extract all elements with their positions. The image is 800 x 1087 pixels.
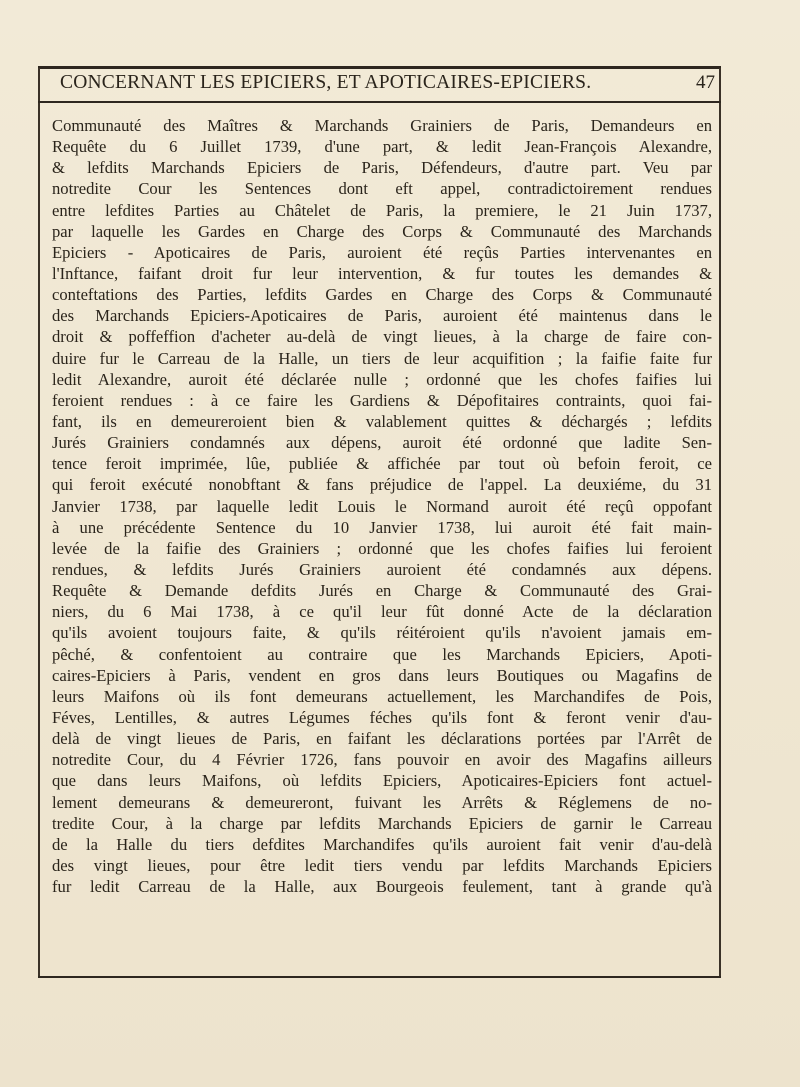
text-line: tredite Cour, à la charge par lefdits Marchands Epiciers de garnir le Carreau [52,813,712,833]
text-line: droit & poffeffion d'acheter au-delà de vingt lieues, à la charge de faire con- [52,327,712,347]
text-line: feroient rendues : à ce faire les Gardiens & Dépofitaires contraints, quoi fai- [52,390,712,410]
text-line: Communauté des Maîtres & Marchands Grainiers de Paris, Demandeurs en [52,116,712,135]
right-border-rule [719,68,721,976]
bottom-border-rule [38,976,721,978]
text-line: conteftations des Parties, lefdits Gardes en Charge des Corps & Communauté [52,285,712,305]
text-line: notredite Cour, du 4 Février 1726, fans pouvoir en avoir des Magafins ailleurs [52,750,712,770]
text-line: Requête du 6 Juillet 1739, d'une part, & ledit Jean-François Alexandre, [52,137,712,157]
text-line: qui feroit exécuté nonobftant & fans préjudice de l'appel. La deuxiéme, du 31 [52,475,712,495]
text-line: entre lefdites Parties au Châtelet de Paris, la premiere, le 21 Juin 1737, [52,200,712,220]
text-line: notredite Cour les Sentences dont eft appel, contradictoirement rendues [52,179,712,199]
text-line: que dans leurs Maifons, où lefdits Epiciers, Apoticaires-Epiciers font actuel- [52,771,712,791]
text-line: niers, du 6 Mai 1738, à ce qu'il leur fût donné Acte de la déclaration [52,602,712,622]
text-line: Requête & Demande defdits Jurés en Charge & Communauté des Grai- [52,581,712,601]
text-line: qu'ils avoient toujours faite, & qu'ils réitéroient qu'ils n'avoient jamais em- [52,623,712,643]
text-line: fur ledit Carreau de la Halle, aux Bourgeois feulement, tant à grande qu'à [52,877,712,897]
text-line: Jurés Grainiers condamnés aux dépens, auroit été ordonné que ladite Sen- [52,433,712,453]
running-head: CONCERNANT LES EPICIERS, ET APOTICAIRES-EPICIERS. [60,72,592,93]
text-line: delà de vingt lieues de Paris, en faifant les déclarations portées par l'Arrêt de [52,729,712,749]
page-number: 47 [696,72,715,93]
text-line: tence feroit imprimée, lûe, publiée & affichée par tout où befoin feroit, ce [52,454,712,474]
body-text [52,115,712,897]
text-line: ledit Alexandre, auroit été déclarée nulle ; ordonné que les chofes faifies lui [52,369,712,389]
text-line: rendues, & lefdits Jurés Grainiers auroient été condamnés aux dépens. [52,559,712,579]
text-line: & lefdits Marchands Epiciers de Paris, Défendeurs, d'autre part. Veu par [52,158,712,178]
text-line: des vingt lieues, pour être ledit tiers vendu par lefdits Marchands Epiciers [52,855,712,875]
text-line: pêché, & confentoient au contraire que les Marchands Epiciers, Apoti- [52,644,712,664]
text-line: l'Inftance, faifant droit fur leur intervention, & fur toutes les demandes & [52,263,712,283]
text-line: par laquelle les Gardes en Charge des Corps & Communauté des Marchands [52,221,712,241]
page-header [60,72,715,100]
text-line: caires-Epiciers à Paris, vendent en gros dans leurs Boutiques ou Magafins de [52,665,712,685]
text-line: levée de la faifie des Grainiers ; ordonné que les chofes faifies lui feroient [52,538,712,558]
text-line: fant, ils en demeureroient bien & valablement quittes & déchargés ; lefdits [52,411,712,431]
header-separator-rule [38,101,721,103]
text-line: Janvier 1738, par laquelle ledit Louis le Normand auroit été reçû oppofant [52,496,712,516]
text-line: à une précédente Sentence du 10 Janvier 1738, lui auroit été fait main- [52,517,712,537]
left-border-rule [38,68,40,976]
text-line: duire fur le Carreau de la Halle, un tiers de leur acquifition ; la faifie faite fur [52,348,712,368]
text-line: des Marchands Epiciers-Apoticaires de Paris, auroient été maintenus dans le [52,306,712,326]
top-border-rule [38,66,721,69]
text-line: Epiciers - Apoticaires de Paris, auroient été reçûs Parties intervenantes en [52,242,712,262]
text-line: Féves, Lentilles, & autres Légumes féches qu'ils font & feront venir d'au- [52,707,712,727]
text-line: lement demeurans & demeureront, fuivant les Arrêts & Réglemens de no- [52,792,712,812]
text-line: de la Halle du tiers defdites Marchandifes qu'ils auroient fait venir d'au-delà [52,834,712,854]
text-line: leurs Maifons où ils font demeurans actuellement, les Marchandifes de Pois, [52,686,712,706]
